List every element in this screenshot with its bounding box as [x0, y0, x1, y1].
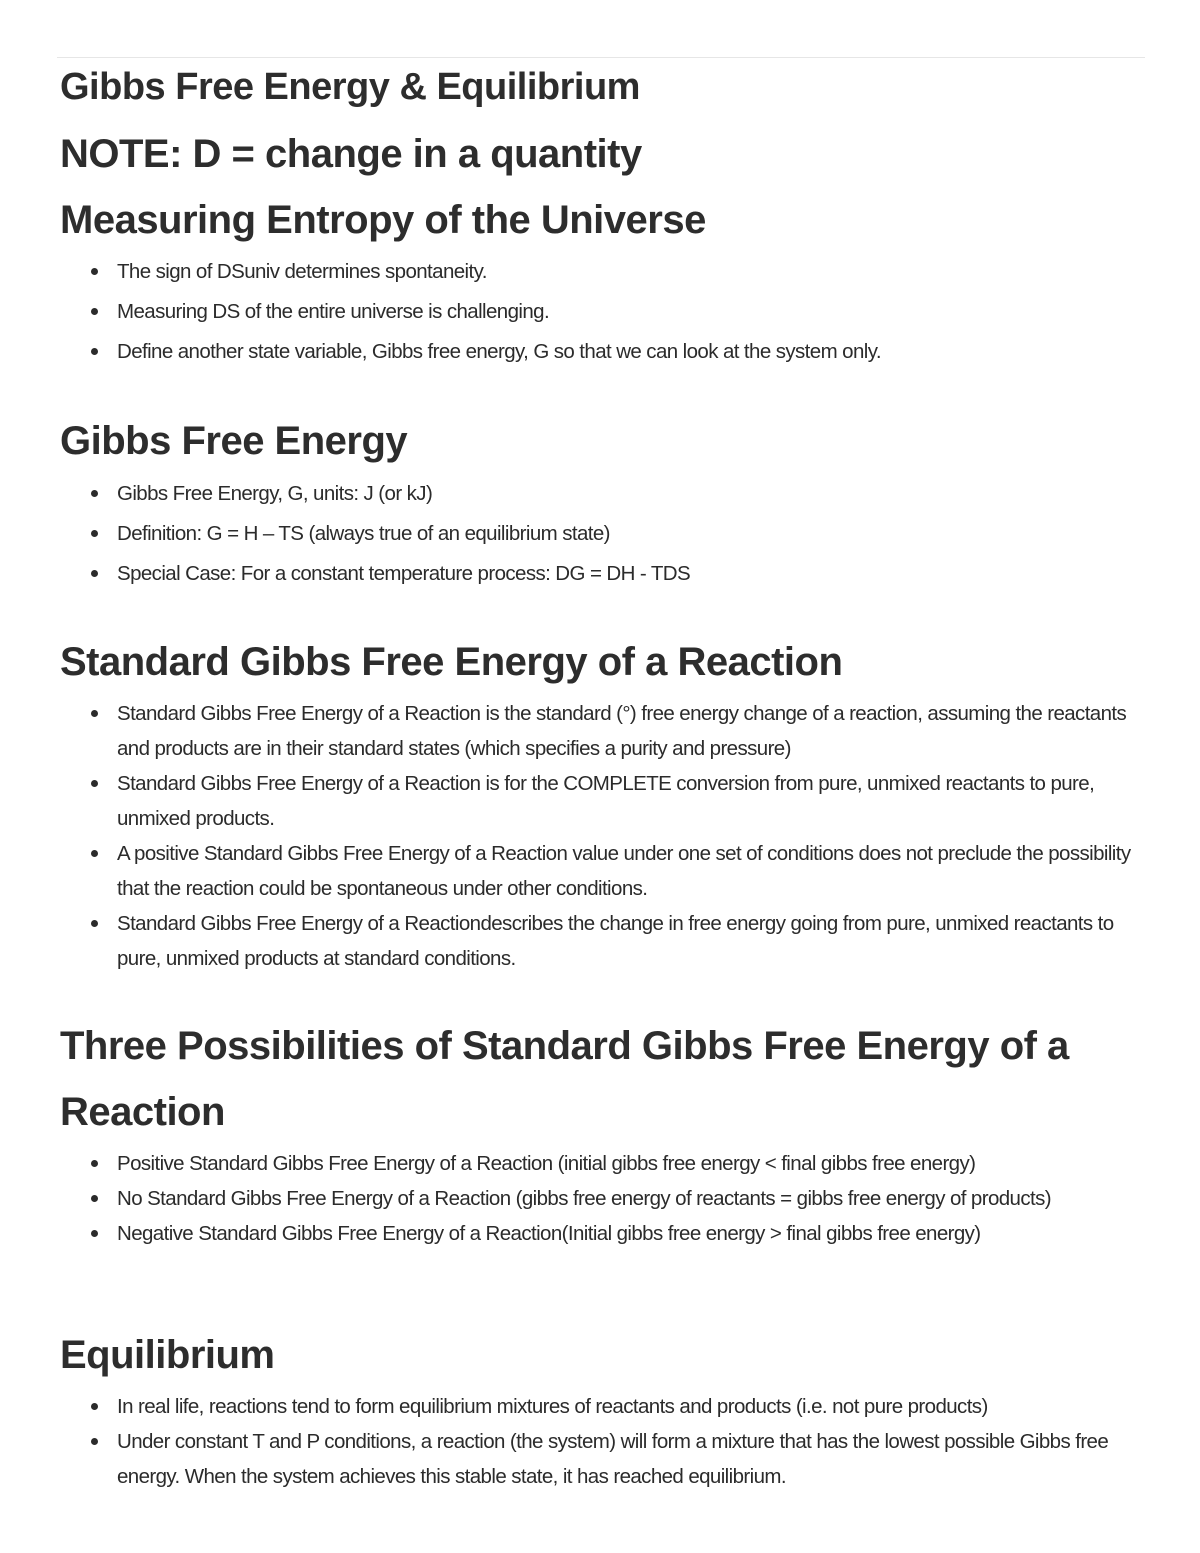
top-divider [57, 57, 1145, 58]
heading-equilibrium: Equilibrium [60, 1333, 275, 1377]
list-item: Measuring DS of the entire universe is challenging. [60, 292, 1150, 332]
list-item: A positive Standard Gibbs Free Energy of a Reaction value under one set of conditions does not preclude the possibility that the reaction could be spontaneous under other conditions. [60, 836, 1150, 906]
heading-three-possibilities: Three Possibilities of Standard Gibbs Free Energy of a Reaction [60, 1024, 1069, 1134]
heading-standard-gibbs: Standard Gibbs Free Energy of a Reaction [60, 640, 843, 684]
list-equilibrium [60, 1389, 1150, 1494]
document-title: Gibbs Free Energy & Equilibrium [60, 66, 640, 108]
heading-measuring-entropy: Measuring Entropy of the Universe [60, 198, 706, 242]
list-item: Definition: G = H – TS (always true of an equilibrium state) [60, 514, 1150, 554]
list-item: Positive Standard Gibbs Free Energy of a Reaction (initial gibbs free energy < final gibbs free energy) [60, 1146, 1150, 1181]
list-gibbs-free-energy [60, 474, 1150, 594]
list-item: Standard Gibbs Free Energy of a Reaction is for the COMPLETE conversion from pure, unmixed reactants to pure, unmixed products. [60, 766, 1150, 836]
list-item: Define another state variable, Gibbs free energy, G so that we can look at the system only. [60, 332, 1150, 372]
note-heading: NOTE: D = change in a quantity [60, 132, 642, 176]
list-measuring-entropy [60, 252, 1150, 372]
list-item: No Standard Gibbs Free Energy of a Reaction (gibbs free energy of reactants = gibbs free energy of products) [60, 1181, 1150, 1216]
list-three-possibilities [60, 1146, 1150, 1251]
list-item: Gibbs Free Energy, G, units: J (or kJ) [60, 474, 1150, 514]
list-item: Under constant T and P conditions, a reaction (the system) will form a mixture that has the lowest possible Gibbs free energy. When the system achieves this stable state, it has reached equilibrium. [60, 1424, 1150, 1494]
list-item: The sign of DSuniv determines spontaneity. [60, 252, 1150, 292]
list-item: In real life, reactions tend to form equilibrium mixtures of reactants and products (i.e. not pure products) [60, 1389, 1150, 1424]
list-standard-gibbs [60, 696, 1150, 976]
list-item: Negative Standard Gibbs Free Energy of a Reaction(Initial gibbs free energy > final gibbs free energy) [60, 1216, 1150, 1251]
list-item: Standard Gibbs Free Energy of a Reactiondescribes the change in free energy going from pure, unmixed reactants to pure, unmixed products at standard conditions. [60, 906, 1150, 976]
heading-gibbs-free-energy: Gibbs Free Energy [60, 419, 408, 463]
list-item: Standard Gibbs Free Energy of a Reaction is the standard (°) free energy change of a reaction, assuming the reactants and products are in their standard states (which specifies a purity and pressure) [60, 696, 1150, 766]
list-item: Special Case: For a constant temperature process: DG = DH - TDS [60, 554, 1150, 594]
